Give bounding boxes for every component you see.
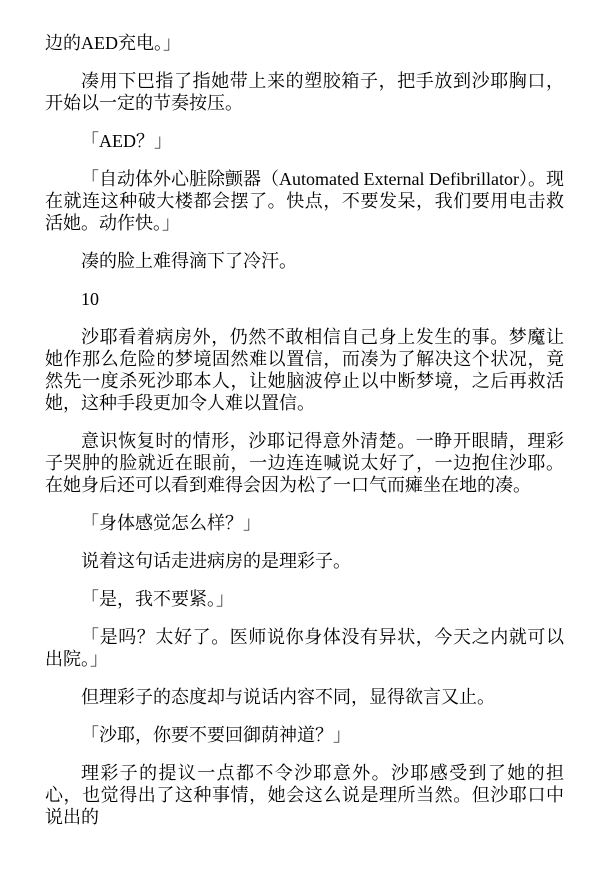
dialogue-line: 「是吗？太好了。医师说你身体没有异状，今天之内就可以出院。」	[45, 627, 564, 669]
dialogue-line: 「沙耶，你要不要回御荫神道？」	[81, 725, 351, 745]
paragraph: 沙耶看着病房外，仍然不敢相信自己身上发生的事。梦魔让她作那么危险的梦境固然难以置信，而凑为了解决这个状况，竟然先一度杀死沙耶本人，让她脑波停止以中断梦境，之后再救活她，这种手段更加令人难以置信。	[45, 327, 564, 413]
dialogue-line: 「AED？」	[81, 131, 172, 151]
paragraph: 说着这句话走进病房的是理彩子。	[81, 551, 351, 571]
dialogue-line: 「自动体外心脏除颤器（Automated External Defibrillator）。现在就连这种破大楼都会摆了。快点，不要发呆，我们要用电击救活她。动作快。」	[45, 169, 564, 233]
section-number: 10	[81, 289, 99, 309]
dialogue-line: 「是，我不要紧。」	[81, 589, 234, 609]
paragraph: 意识恢复时的情形，沙耶记得意外清楚。一睁开眼睛，理彩子哭肿的脸就近在眼前，一边连连喊说太好了，一边抱住沙耶。在她身后还可以看到难得会因为松了一口气而瘫坐在地的凑。	[45, 431, 564, 495]
dialogue-line: 「身体感觉怎么样？」	[81, 513, 261, 533]
paragraph: 凑的脸上难得滴下了冷汗。	[81, 251, 297, 271]
paragraph-continuation: 边的AED充电。」	[45, 33, 181, 53]
paragraph: 但理彩子的态度却与说话内容不同，显得欲言又止。	[81, 687, 495, 707]
paragraph: 理彩子的提议一点都不令沙耶意外。沙耶感受到了她的担心，也觉得出了这种事情，她会这么说是理所当然。但沙耶口中说出的	[45, 763, 564, 827]
paragraph: 凑用下巴指了指她带上来的塑胶箱子，把手放到沙耶胸口，开始以一定的节奏按压。	[45, 71, 564, 113]
